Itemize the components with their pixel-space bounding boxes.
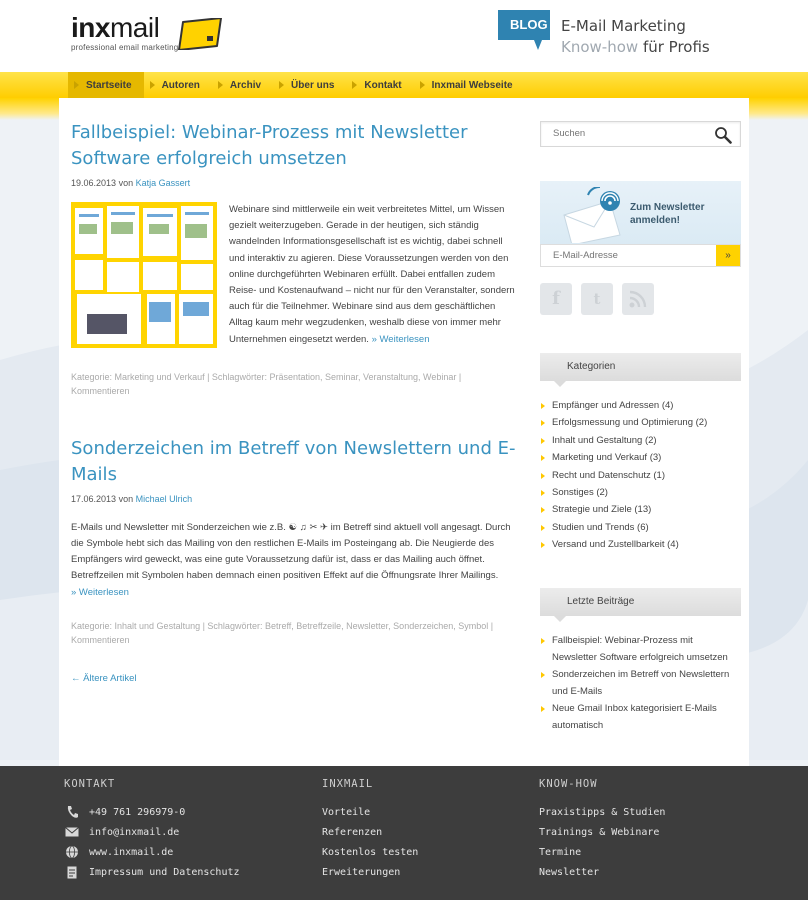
post-excerpt: E-Mails und Newsletter mit Sonderzeichen wie z.B. ☯ ♫ ✂ ✈ im Betreff sind aktuell voll angesagt. Durch die Symbole hebt sich das Mailing von den restlichen E-Mails im Posteingang ab. Die Neugierde des Empfängers wird geweckt, was eine gute Voraussetzung dafür ist, dass er das Mailing auch öffnet. Betreffzeilen mit Symbolen haben demnach einen positiven Effekt auf die Öffnungsrate Ihrer Mailings.	[71, 521, 511, 582]
footer-website[interactable]	[64, 842, 240, 862]
facebook-icon[interactable]: f	[540, 283, 572, 315]
rss-icon[interactable]	[622, 283, 654, 315]
search-input[interactable]	[553, 128, 703, 139]
blog-badge-label: BLOG	[510, 17, 548, 32]
footer-contact-heading: KONTAKT	[64, 778, 116, 790]
post-by: von	[118, 493, 134, 504]
footer-link[interactable]: Praxistipps & Studien	[539, 806, 666, 818]
document-icon	[64, 865, 80, 879]
read-more-link[interactable]: » Weiterlesen	[71, 586, 129, 598]
nav-item-inxmail-webseite[interactable]: Inxmail Webseite	[414, 72, 525, 98]
footer-email[interactable]	[64, 822, 240, 842]
post-tags: Kategorie: Marketing und Verkauf | Schlagwörter: Präsentation, Seminar, Veranstaltung, Webinar | Kommentieren	[71, 371, 462, 396]
older-posts-link[interactable]: ← Ältere Artikel	[71, 672, 137, 684]
post-author-link[interactable]: Katja Gassert	[135, 178, 191, 188]
post-title[interactable]: Sonderzeichen im Betreff von Newslettern und E-Mails	[71, 437, 516, 485]
footer-imprint[interactable]	[64, 862, 240, 882]
logo-tagline: professional email marketing	[71, 43, 179, 52]
category-item[interactable]: Versand und Zustellbarkeit (4)	[540, 536, 750, 553]
categories-heading: Kategorien	[540, 353, 741, 381]
footer-phone-text: +49 761 296979-0	[89, 806, 186, 818]
post-body	[71, 202, 521, 348]
footer-contact	[64, 778, 240, 882]
recent-post-item[interactable]: Neue Gmail Inbox kategorisiert E-Mails automatisch	[540, 700, 740, 734]
newsletter-widget	[540, 181, 741, 267]
main-column	[71, 120, 521, 684]
footer-link[interactable]: Referenzen	[322, 826, 383, 838]
footer-link[interactable]: Trainings & Webinare	[539, 826, 660, 838]
footer-phone[interactable]	[64, 802, 240, 822]
phone-icon	[64, 805, 80, 819]
claim-line2-muted: Know-how	[561, 38, 639, 56]
read-more-link[interactable]: » Weiterlesen	[371, 333, 430, 345]
category-item[interactable]: Studien und Trends (6)	[540, 519, 750, 536]
claim-line1: E-Mail Marketing	[561, 17, 686, 35]
post-body	[71, 520, 521, 601]
nav-item-archiv[interactable]: Archiv	[212, 72, 273, 98]
footer-link[interactable]: Vorteile	[322, 806, 371, 818]
footer-inxmail	[322, 778, 418, 882]
footer-link[interactable]: Kostenlos testen	[322, 846, 419, 858]
nav-item-startseite[interactable]: Startseite	[68, 72, 144, 98]
logo[interactable]	[71, 14, 178, 52]
newsletter-email-input[interactable]	[553, 250, 703, 261]
category-item[interactable]: Marketing und Verkauf (3)	[540, 449, 750, 466]
newsletter-form	[540, 244, 741, 267]
newsletter-submit-button[interactable]: »	[716, 245, 740, 266]
search-icon[interactable]	[714, 126, 732, 144]
recent-posts-heading: Letzte Beiträge	[540, 588, 741, 616]
footer-website-text: www.inxmail.de	[89, 846, 174, 858]
footer-knowhow	[539, 778, 665, 882]
site-header	[0, 0, 808, 72]
recent-post-item[interactable]: Sonderzeichen im Betreff von Newslettern und E-Mails	[540, 666, 740, 700]
footer-email-text: info@inxmail.de	[89, 826, 180, 838]
site-claim	[561, 16, 710, 58]
nav-item-kontakt[interactable]: Kontakt	[346, 72, 413, 98]
post	[71, 120, 521, 398]
recent-posts-list	[540, 632, 740, 734]
post-tags: Kategorie: Inhalt und Gestaltung | Schlagwörter: Betreff, Betreffzeile, Newsletter, Sonderzeichen, Symbol | Kommentieren	[71, 620, 494, 645]
category-item[interactable]: Sonstiges (2)	[540, 484, 750, 501]
post-title[interactable]: Fallbeispiel: Webinar-Prozess mit Newsletter Software erfolgreich umsetzen	[71, 122, 468, 169]
newsletter-cta-line2: anmelden!	[630, 215, 681, 226]
category-item[interactable]: Inhalt und Gestaltung (2)	[540, 432, 750, 449]
category-item[interactable]: Recht und Datenschutz (1)	[540, 467, 750, 484]
rss-glyph	[628, 289, 648, 309]
newsletter-cta-line1: Zum Newsletter	[630, 202, 705, 213]
claim-line2-rest: für Profis	[642, 38, 710, 56]
footer-knowhow-heading: KNOW-HOW	[539, 778, 598, 790]
logo-word-light: mail	[109, 12, 160, 43]
search-box	[540, 121, 741, 147]
post-by: von	[118, 178, 134, 188]
post-author-link[interactable]: Michael Ulrich	[135, 493, 193, 504]
post-thumbnail[interactable]	[71, 202, 217, 348]
categories-list	[540, 397, 750, 554]
post-date: 17.06.2013	[71, 493, 117, 504]
footer-link[interactable]: Erweiterungen	[322, 866, 401, 878]
category-item[interactable]: Strategie und Ziele (13)	[540, 501, 750, 518]
post-meta	[71, 494, 521, 504]
logo-card-icon	[177, 18, 223, 50]
post-date: 19.06.2013	[71, 178, 117, 188]
footer-link[interactable]: Newsletter	[539, 866, 600, 878]
footer-link[interactable]: Termine	[539, 846, 582, 858]
mail-icon	[64, 825, 80, 839]
footer-imprint-text: Impressum und Datenschutz	[89, 866, 240, 878]
newsletter-cta[interactable]	[630, 201, 704, 227]
twitter-icon[interactable]: t	[581, 283, 613, 315]
logo-word-bold: inx	[71, 12, 110, 43]
post	[71, 436, 521, 647]
category-item[interactable]: Erfolgsmessung und Optimierung (2)	[540, 414, 750, 431]
post-excerpt: Webinare sind mittlerweile ein weit verbreitetes Mittel, um Wissen gezielt weiterzugeben. Gerade in der heutigen, sich ständig wandelnden Informationsgesellschaft ist es wichtig, dabei schnell und interaktiv zu agieren. Diese Voraussetzungen werden von den online durchgeführten Webinaren erfüllt. Dabei entfallen zudem Reise- und Kostenaufwand – nicht nur für den Veranstalter, sondern auch für die Teilnehmer. Webinare sind aus dem geschäftlichen Alltag kaum mehr wegzudenken, weshalb diese von immer mehr Unternehmen eingesetzt werden.	[229, 204, 515, 345]
category-item[interactable]: Empfänger und Adressen (4)	[540, 397, 750, 414]
nav-item-ueber-uns[interactable]: Über uns	[273, 72, 346, 98]
nav-item-autoren[interactable]: Autoren	[144, 72, 212, 98]
globe-icon	[64, 845, 80, 859]
footer-inxmail-heading: INXMAIL	[322, 778, 374, 790]
main-nav	[0, 72, 808, 98]
post-meta	[71, 178, 521, 188]
newsletter-envelope-icon	[558, 187, 630, 243]
social-links	[540, 283, 654, 315]
recent-post-item[interactable]: Fallbeispiel: Webinar-Prozess mit Newsletter Software erfolgreich umsetzen	[540, 632, 740, 666]
